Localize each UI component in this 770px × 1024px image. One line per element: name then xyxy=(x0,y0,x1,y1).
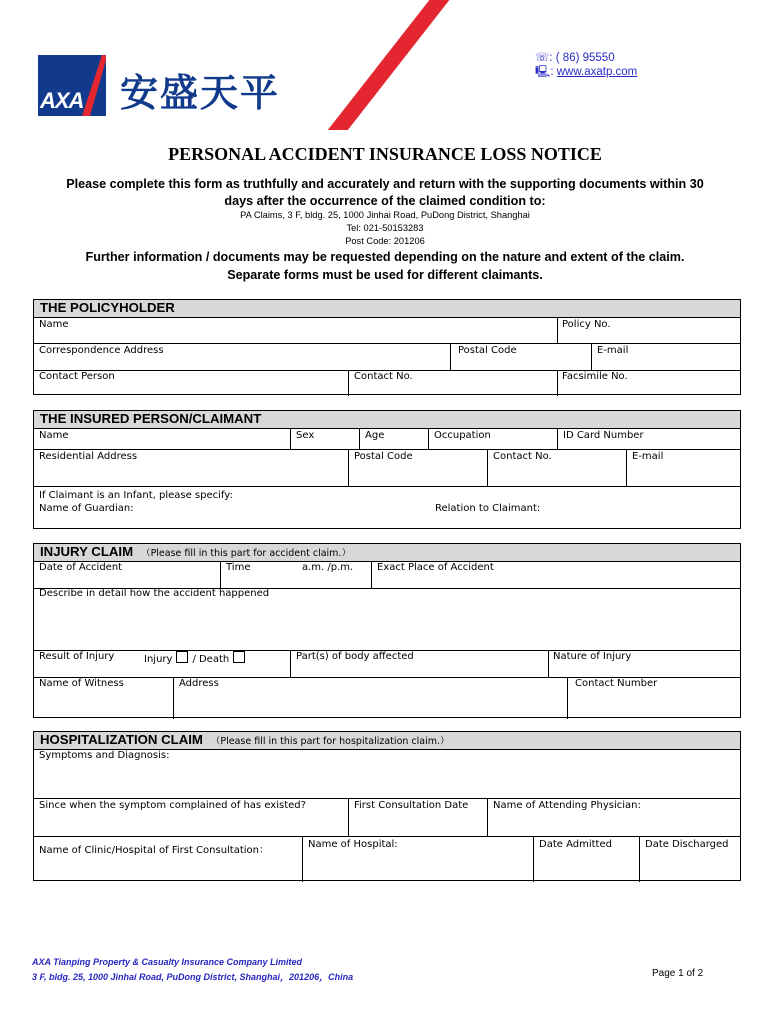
section-title: THE POLICYHOLDER xyxy=(40,300,175,315)
infant-note: If Claimant is an Infant, please specify: xyxy=(39,490,233,501)
id-card-field[interactable]: ID Card Number xyxy=(563,430,644,441)
correspondence-address-field[interactable]: Correspondence Address xyxy=(39,345,164,356)
section-note: （Please fill in this part for hospitalization claim.） xyxy=(210,736,450,747)
insured-section xyxy=(33,410,741,529)
phone-number: ( 86) 95550 xyxy=(555,52,615,64)
footer-address: 3 F, bldg. 25, 1000 Jinhai Road, PuDong District, Shanghai，201206，China xyxy=(32,972,354,982)
first-consultation-date-field[interactable]: First Consultation Date xyxy=(354,800,469,811)
am-pm-field[interactable]: a.m. /p.m. xyxy=(302,562,354,573)
time-field[interactable]: Time xyxy=(226,562,251,573)
postal-code-field[interactable]: Postal Code xyxy=(458,345,517,356)
fax-field[interactable]: Facsimile No. xyxy=(562,371,628,382)
phone-icon: ☏ xyxy=(535,52,550,64)
sex-field[interactable]: Sex xyxy=(296,430,315,441)
witness-address-field[interactable]: Address xyxy=(179,678,219,689)
phone-line: ☏: ( 86) 95550 xyxy=(535,52,615,64)
result-of-injury-label: Result of Injury xyxy=(39,651,115,662)
postal-code-field[interactable]: Postal Code xyxy=(354,451,413,462)
email-field[interactable]: E-mail xyxy=(597,345,629,356)
policyholder-section xyxy=(33,299,741,395)
death-checkbox[interactable] xyxy=(233,651,245,663)
attending-physician-field[interactable]: Name of Attending Physician: xyxy=(493,800,641,811)
instruction-line-1: Please complete this form as truthfully and accurately and return with the supporting documents within 30 xyxy=(66,177,704,191)
section-header xyxy=(34,544,740,562)
email-field[interactable]: E-mail xyxy=(632,451,664,462)
exact-place-field[interactable]: Exact Place of Accident xyxy=(377,562,494,573)
logo-text: AXA xyxy=(40,88,84,113)
instructions xyxy=(30,176,740,210)
date-of-accident-field[interactable]: Date of Accident xyxy=(39,562,123,573)
contact-no-field[interactable]: Contact No. xyxy=(354,371,413,382)
contact-person-field[interactable]: Contact Person xyxy=(39,371,115,382)
hospital-name-field[interactable]: Name of Hospital: xyxy=(308,839,398,850)
further-info-line-1: Further information / documents may be requested depending on the nature and extent of the claim. xyxy=(85,250,685,264)
website-line: 🖳: www.axatp.com xyxy=(535,66,638,78)
footer-company: AXA Tianping Property & Casualty Insurance Company Limited xyxy=(32,957,303,967)
page-title: PERSONAL ACCIDENT INSURANCE LOSS NOTICE xyxy=(168,144,602,164)
policy-no-field[interactable]: Policy No. xyxy=(562,319,611,330)
section-title: INJURY CLAIM （Please fill in this part for accident claim.） xyxy=(40,544,351,559)
residential-address-field[interactable]: Residential Address xyxy=(39,451,138,462)
date-admitted-field[interactable]: Date Admitted xyxy=(539,839,612,850)
section-note: （Please fill in this part for accident claim.） xyxy=(141,548,351,559)
symptoms-field[interactable]: Symptoms and Diagnosis: xyxy=(39,750,170,761)
section-title: THE INSURED PERSON/CLAIMANT xyxy=(40,411,262,426)
decorative-red-stripe xyxy=(328,0,465,130)
guardian-field[interactable]: Name of Guardian: xyxy=(39,503,134,514)
computer-icon: 🖳 xyxy=(535,66,551,78)
hospitalization-claim-section xyxy=(33,731,741,881)
witness-contact-field[interactable]: Contact Number xyxy=(575,678,658,689)
nature-of-injury-field[interactable]: Nature of Injury xyxy=(553,651,632,662)
further-info-line-2: Separate forms must be used for different claimants. xyxy=(227,268,543,282)
name-field[interactable]: Name xyxy=(39,430,69,441)
website-link[interactable]: www.axatp.com xyxy=(556,66,638,78)
contact-no-field[interactable]: Contact No. xyxy=(493,451,552,462)
section-header xyxy=(34,411,740,429)
occupation-field[interactable]: Occupation xyxy=(434,430,491,441)
logo-chinese-name: 安盛天平 xyxy=(120,71,281,115)
section-header xyxy=(34,732,740,750)
age-field[interactable]: Age xyxy=(365,430,385,441)
relation-field[interactable]: Relation to Claimant: xyxy=(435,503,541,514)
section-header xyxy=(34,300,740,318)
injury-claim-section xyxy=(33,543,741,718)
witness-name-field[interactable]: Name of Witness xyxy=(39,678,124,689)
injury-option[interactable]: Injury / Death xyxy=(144,651,249,665)
section-title: HOSPITALIZATION CLAIM （Please fill in this part for hospitalization claim.） xyxy=(40,732,450,747)
date-discharged-field[interactable]: Date Discharged xyxy=(645,839,729,850)
claims-address: PA Claims, 3 F, bldg. 25, 1000 Jinhai Road, PuDong District, Shanghai xyxy=(240,210,530,220)
instruction-line-2: days after the occurrence of the claimed condition to: xyxy=(224,194,546,208)
body-parts-field[interactable]: Part(s) of body affected xyxy=(296,651,414,662)
claims-tel: Tel: 021-50153283 xyxy=(346,223,424,233)
name-field[interactable]: Name xyxy=(39,319,69,330)
page-number: Page 1 of 2 xyxy=(652,968,704,979)
claims-postcode: Post Code: 201206 xyxy=(345,236,425,246)
injury-checkbox[interactable] xyxy=(176,651,188,663)
first-clinic-field[interactable]: Name of Clinic/Hospital of First Consultation： xyxy=(39,845,270,856)
symptom-since-field[interactable]: Since when the symptom complained of has existed? xyxy=(39,800,306,811)
describe-accident-field[interactable]: Describe in detail how the accident happened xyxy=(39,588,270,599)
